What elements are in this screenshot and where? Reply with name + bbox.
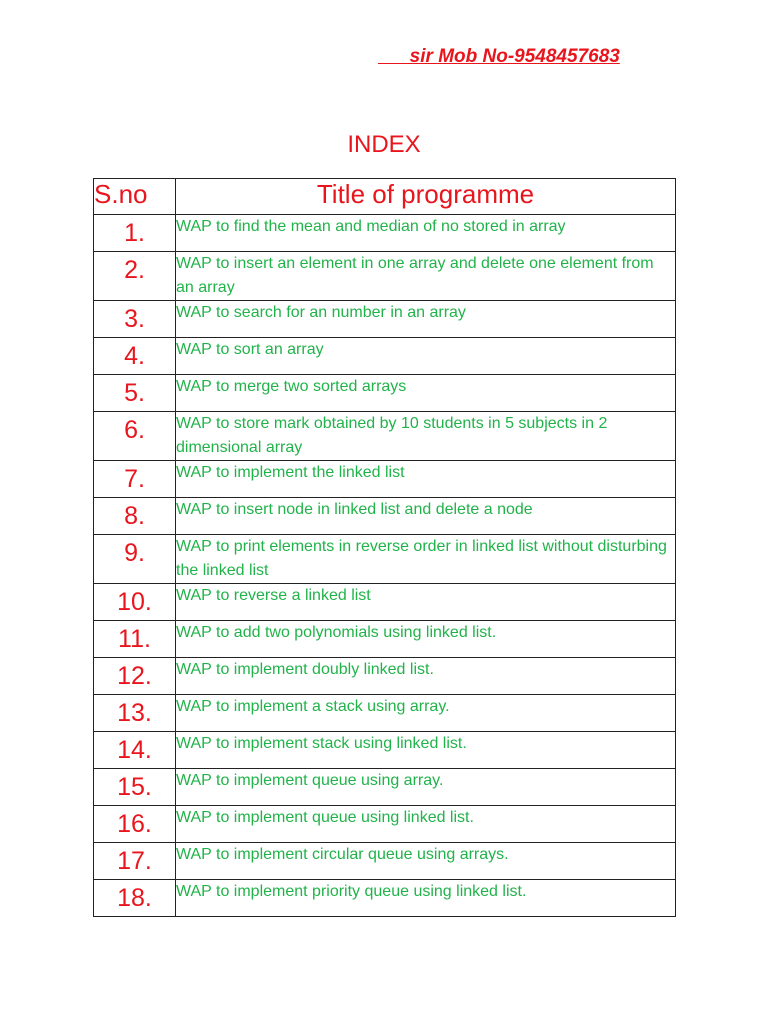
row-sno: 1. bbox=[94, 215, 176, 252]
index-table bbox=[93, 178, 676, 917]
row-sno: 6. bbox=[94, 412, 176, 461]
row-sno: 9. bbox=[94, 535, 176, 584]
row-sno: 8. bbox=[94, 498, 176, 535]
column-header-sno: S.no bbox=[94, 179, 176, 215]
table-row bbox=[94, 769, 676, 806]
row-sno: 4. bbox=[94, 338, 176, 375]
row-title: WAP to implement doubly linked list. bbox=[176, 658, 676, 695]
table-row bbox=[94, 412, 676, 461]
row-sno: 15. bbox=[94, 769, 176, 806]
table-row bbox=[94, 375, 676, 412]
row-title: WAP to insert an element in one array and delete one element from an array bbox=[176, 252, 676, 301]
row-sno: 11. bbox=[94, 621, 176, 658]
row-title: WAP to implement queue using array. bbox=[176, 769, 676, 806]
row-sno: 10. bbox=[94, 584, 176, 621]
row-title: WAP to implement queue using linked list. bbox=[176, 806, 676, 843]
table-row bbox=[94, 301, 676, 338]
table-row bbox=[94, 695, 676, 732]
row-title: WAP to implement the linked list bbox=[176, 461, 676, 498]
table-row bbox=[94, 843, 676, 880]
row-title: WAP to implement circular queue using arrays. bbox=[176, 843, 676, 880]
table-row bbox=[94, 215, 676, 252]
table-row bbox=[94, 658, 676, 695]
row-sno: 14. bbox=[94, 732, 176, 769]
table-row bbox=[94, 880, 676, 917]
row-title: WAP to insert node in linked list and delete a node bbox=[176, 498, 676, 535]
row-sno: 2. bbox=[94, 252, 176, 301]
row-sno: 3. bbox=[94, 301, 176, 338]
row-title: WAP to sort an array bbox=[176, 338, 676, 375]
table-row bbox=[94, 498, 676, 535]
row-title: WAP to add two polynomials using linked list. bbox=[176, 621, 676, 658]
table-header-row bbox=[94, 179, 676, 215]
table-row bbox=[94, 621, 676, 658]
row-title: WAP to search for an number in an array bbox=[176, 301, 676, 338]
table-row bbox=[94, 535, 676, 584]
table-row bbox=[94, 461, 676, 498]
table-row bbox=[94, 732, 676, 769]
row-sno: 17. bbox=[94, 843, 176, 880]
table-row bbox=[94, 584, 676, 621]
row-sno: 18. bbox=[94, 880, 176, 917]
row-sno: 12. bbox=[94, 658, 176, 695]
row-sno: 13. bbox=[94, 695, 176, 732]
table-row bbox=[94, 252, 676, 301]
table-row bbox=[94, 806, 676, 843]
row-title: WAP to implement a stack using array. bbox=[176, 695, 676, 732]
row-title: WAP to store mark obtained by 10 students in 5 subjects in 2 dimensional array bbox=[176, 412, 676, 461]
row-title: WAP to reverse a linked list bbox=[176, 584, 676, 621]
row-title: WAP to print elements in reverse order in linked list without disturbing the linked list bbox=[176, 535, 676, 584]
row-title: WAP to implement stack using linked list. bbox=[176, 732, 676, 769]
row-sno: 5. bbox=[94, 375, 176, 412]
table-row bbox=[94, 338, 676, 375]
page-title: INDEX bbox=[347, 131, 421, 158]
column-header-title: Title of programme bbox=[176, 179, 676, 215]
row-title: WAP to implement priority queue using linked list. bbox=[176, 880, 676, 917]
row-sno: 16. bbox=[94, 806, 176, 843]
row-title: WAP to merge two sorted arrays bbox=[176, 375, 676, 412]
contact-line: sir Mob No-9548457683 bbox=[378, 46, 620, 67]
row-title: WAP to find the mean and median of no stored in array bbox=[176, 215, 676, 252]
row-sno: 7. bbox=[94, 461, 176, 498]
